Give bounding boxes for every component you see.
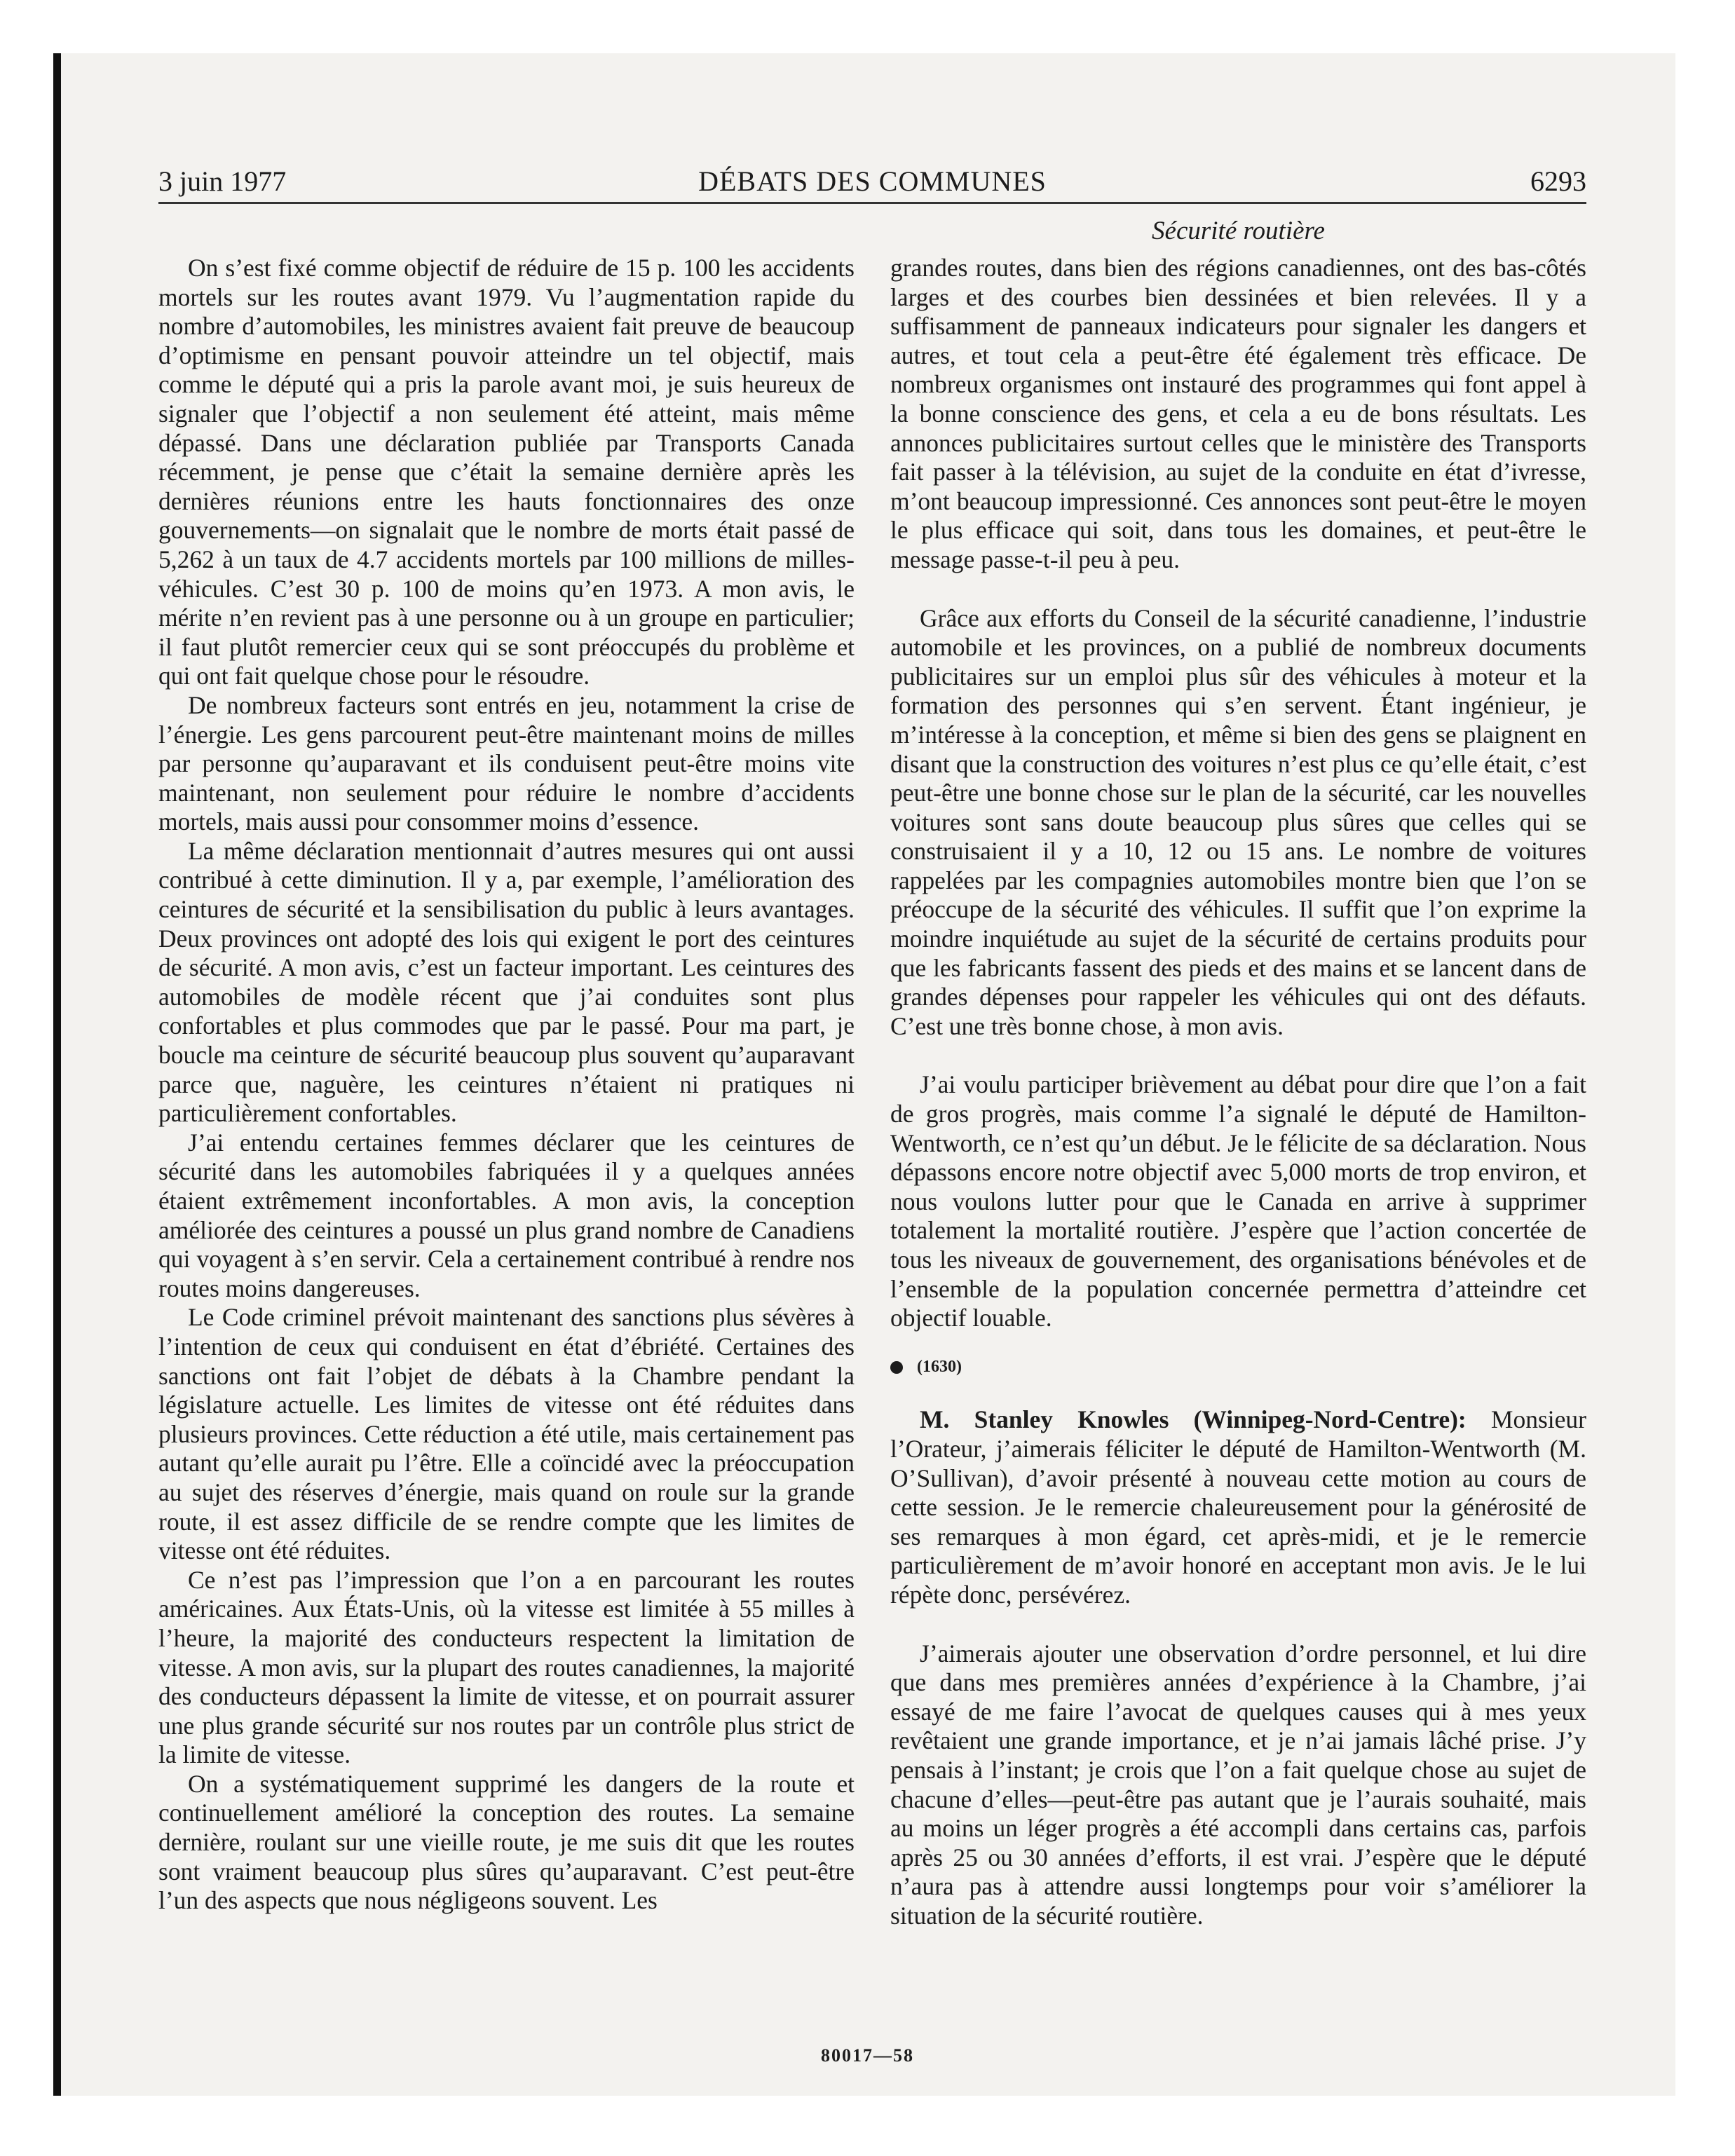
header-page-number: 6293 <box>1530 165 1586 197</box>
paragraph: J’ai entendu certaines femmes déclarer que les ceintures de sécurité dans les automobiles fabriquées il y a quelques années étaient extrêmement inconfortables. A mon avis, la conception améliorée des ceintures a poussé un plus grand nombre de Canadiens qui voyagent à s’en servir. Cela a certainement contribué à rendre nos routes moins dangereuses. <box>158 1128 855 1302</box>
paragraph: Le Code criminel prévoit maintenant des sanctions plus sévères à l’intention de ceux qui conduisent en état d’ébriété. Certaines des sanctions ont fait l’objet de débats à la Chambre pendant la législature actuelle. Les limites de vitesse ont été réduites dans plusieurs provinces. Cette réduction a été utile, mais certainement pas autant qu’elle aurait pu l’être. Elle a coïncidé avec la préoccupation au sujet des réserves d’énergie, mais quand on roule sur la grande route, il est assez difficile de se rendre compte que les limites de vitesse ont été réduites. <box>158 1303 855 1565</box>
paragraph: On s’est fixé comme objectif de réduire de 15 p. 100 les accidents mortels sur les routes avant 1979. Vu l’augmentation rapide du nombre d’automobiles, les ministres avaient fait preuve de beaucoup d’optimisme en pensant pouvoir atteindre un tel objectif, mais comme le député qui a pris la parole avant moi, je suis heureux de signaler que l’objectif a non seulement été atteint, mais même dépassé. Dans une déclaration publiée par Transports Canada récemment, je pense que c’était la semaine dernière après les dernières réunions entre les hauts fonctionnaires des onze gouvernements—on signalait que le nombre de morts était passé de 5,262 à un taux de 4.7 accidents mortels par 100 millions de milles-véhicules. C’est 30 p. 100 de moins qu’en 1973. A mon avis, le mérite n’en revient pas à une personne ou à un groupe en particulier; il faut plutôt remercier ceux qui se sont préoccupés du problème et qui ont fait quelque chose pour le résoudre. <box>158 254 855 690</box>
time-marker-text: (1630) <box>917 1357 962 1376</box>
paragraph: Grâce aux efforts du Conseil de la sécurité canadienne, l’industrie automobile et les provinces, on a publié de nombreux documents publicitaires sur un emploi plus sûr des véhicules à moteur et la formation des personnes qui s’en servent. Étant ingénieur, je m’intéresse à la conception, et même si bien des gens se plaignent en disant que la construction des voitures n’est plus ce qu’elle était, c’est peut-être une bonne chose sur le plan de la sécurité, car les nouvelles voitures sont sans doute beaucoup plus sûres que celles qui se construisaient il y a 10, 12 ou 15 ans. Le nombre de voitures rappelées par les compagnies automobiles montre bien que l’on se préoccupe de la sécurité des véhicules. Il suffit que l’on exprime la moindre inquiétude au sujet de la sécurité de certains produits pour que les fabricants fassent des pieds et des mains et se lancent dans de grandes dépenses pour rappeler les véhicules qui ont des défauts. C’est une très bonne chose, à mon avis. <box>890 603 1586 1040</box>
speech-paragraph <box>890 1405 1586 1609</box>
subject-heading: Sécurité routière <box>1152 217 1325 245</box>
paragraph-continuation: grandes routes, dans bien des régions canadiennes, ont des bas-côtés larges et des courbes bien dessinées et bien relevées. Il y a suffisamment de panneaux indicateurs pour signaler les dangers et autres, et tout cela a peut-être été également très efficace. De nombreux organismes ont instauré des programmes qui font appel à la bonne conscience des gens, et cela a eu de bons résultats. Les annonces publicitaires surtout celles que le ministère des Transports fait passer à la télévision, au sujet de la conduite en état d’ivresse, m’ont beaucoup impressionné. Ces annonces sont peut-être le moyen le plus efficace qui soit, dans tous les domaines, et peut-être le message passe-t-il peu à peu. <box>890 254 1586 573</box>
speaker-name: M. Stanley Knowles (Winnipeg-Nord-Centre): <box>920 1405 1467 1434</box>
speech-text: Monsieur l’Orateur, j’aimerais féliciter le député de Hamilton-Wentworth (M. O’Sullivan), d’avoir présenté à nouveau cette motion au cours de cette session. Je le remercie chaleureusement pour la générosité de ses remarques à mon égard, cet après-midi, et je le remercie particulièrement de m’avoir honoré en acceptant mon avis. Je le lui répète donc, persévérez. <box>890 1405 1587 1609</box>
paragraph: De nombreux facteurs sont entrés en jeu, notamment la crise de l’énergie. Les gens parcourent peut-être maintenant moins de milles par personne qu’auparavant et ils conduisent peut-être moins vite maintenant, non seulement pour réduire le nombre d’accidents mortels, mais aussi pour consommer moins d’essence. <box>158 690 855 836</box>
header-rule <box>158 202 1586 204</box>
page-footer: 80017—58 <box>821 2045 914 2066</box>
paragraph: J’aimerais ajouter une observation d’ordre personnel, et lui dire que dans mes premières années d’expérience à la Chambre, j’ai essayé de me faire l’avocat de quelques causes qui à mes yeux revêtaient une grande importance, et je n’ai jamais lâché prise. J’y pensais à l’instant; je crois que l’on a fait quelque chose au sujet de chacune d’elles—peut-être pas autant que je l’aurais souhaité, mais au moins un léger progrès a été accompli dans certains cas, parfois après 25 ou 30 années d’efforts, il est vrai. J’espère que le député n’aura pas à attendre aussi longtemps pour voir s’améliorer la situation de la sécurité routière. <box>890 1639 1586 1930</box>
header-journal-title: DÉBATS DES COMMUNES <box>698 165 1047 197</box>
page-header <box>158 164 1586 198</box>
paragraph: On a systématiquement supprimé les dangers de la route et continuellement amélioré la conception des routes. La semaine dernière, roulant sur une vieille route, je me suis dit que les routes sont vraiment beaucoup plus sûres qu’auparavant. C’est peut-être l’un des aspects que nous négligeons souvent. Les <box>158 1769 855 1915</box>
time-marker <box>890 1353 1586 1382</box>
bullet-icon <box>890 1361 903 1374</box>
scan-edge-shadow <box>53 53 61 2096</box>
paragraph: La même déclaration mentionnait d’autres mesures qui ont aussi contribué à cette diminution. Il y a, par exemple, l’amélioration des ceintures de sécurité et la sensibilisation du public à leurs avantages. Deux provinces ont adopté des lois qui exigent le port des ceintures de sécurité. A mon avis, c’est un facteur important. Les ceintures des automobiles de modèle récent que j’ai conduites sont plus confortables et plus commodes que par le passé. Pour ma part, je boucle ma ceinture de sécurité beaucoup plus souvent qu’auparavant parce que, naguère, les ceintures n’étaient ni pratiques ni particulièrement confortables. <box>158 836 855 1128</box>
paragraph: Ce n’est pas l’impression que l’on a en parcourant les routes américaines. Aux États-Unis, où la vitesse est limitée à 55 milles à l’heure, la majorité des conducteurs respectent la limitation de vitesse. A mon avis, sur la plupart des routes canadiennes, la majorité des conducteurs dépassent la limite de vitesse, et on pourrait assurer une plus grande sécurité sur nos routes par un contrôle plus strict de la limite de vitesse. <box>158 1565 855 1769</box>
left-column <box>158 254 855 1916</box>
header-date: 3 juin 1977 <box>158 165 287 197</box>
right-column <box>890 254 1586 1930</box>
paragraph: J’ai voulu participer brièvement au débat pour dire que l’on a fait de gros progrès, mais comme l’a signalé le député de Hamilton-Wentworth, ce n’est qu’un début. Je le félicite de sa déclaration. Nous dépassons encore notre objectif avec 5,000 morts de trop environ, et nous voulons lutter pour que le Canada en arrive à supprimer totalement la mortalité routière. J’espère que l’action concertée de tous les niveaux de gouvernement, des organisations bénévoles et de l’ensemble de la population concernée permettra d’atteindre cet objectif louable. <box>890 1070 1586 1332</box>
